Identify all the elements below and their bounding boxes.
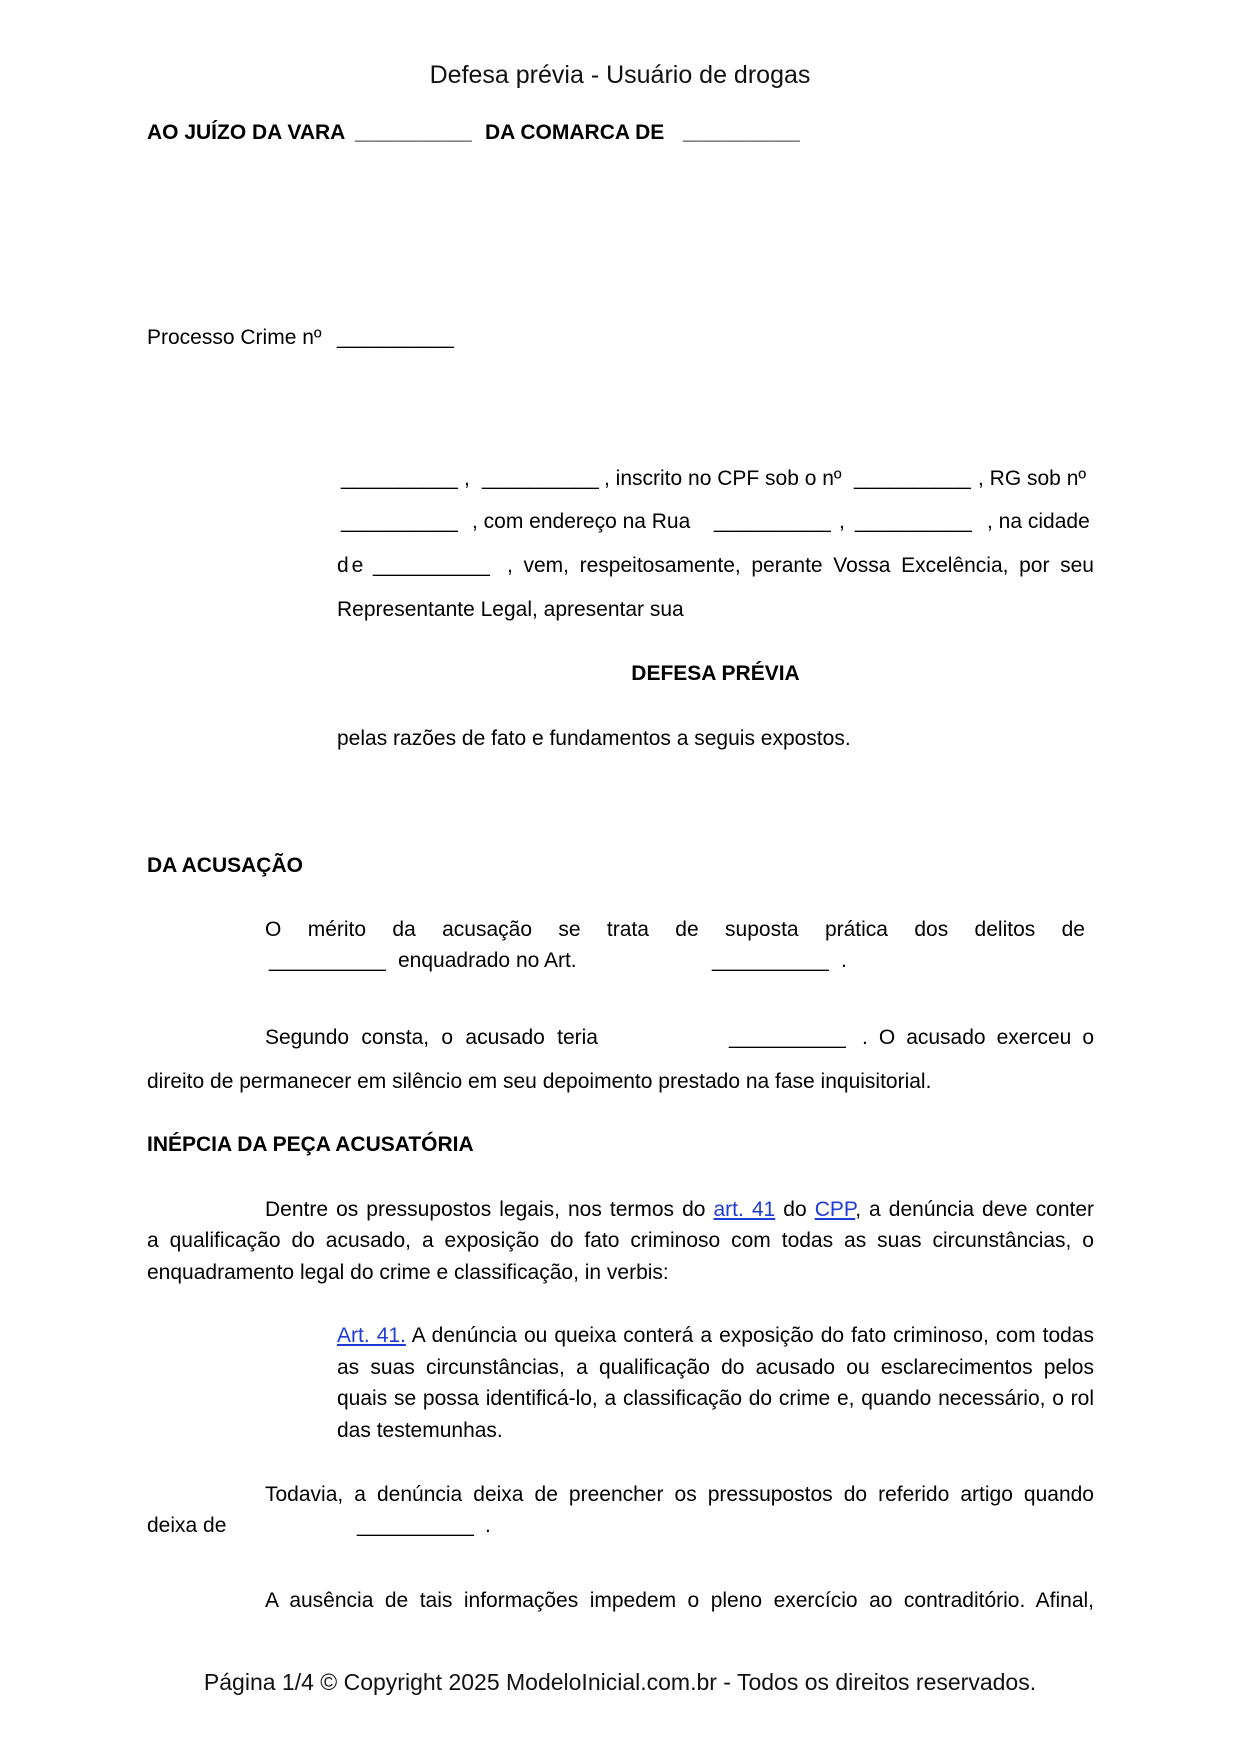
qualification-separator: , (839, 510, 845, 533)
quote-line (337, 1322, 1094, 1350)
qualification-blank: __________ (482, 467, 599, 490)
qualification-address-text: , com endereço na Rua (472, 510, 691, 533)
inepcia-paragraph-2-line-1: Todavia, a denúncia deixa de preencher os pressupostos do referido artigo quando (265, 1483, 1094, 1506)
inepcia-blank: __________ (357, 1514, 474, 1537)
cpp-link[interactable]: CPP (814, 1198, 856, 1221)
petition-title: DEFESA PRÉVIA (631, 662, 800, 685)
qualification-separator: , (464, 467, 470, 490)
process-number-blank: __________ (337, 326, 454, 349)
quote-line: das testemunhas. (337, 1419, 503, 1442)
petition-closing: pelas razões de fato e fundamentos a seguis expostos. (337, 727, 851, 750)
qualification-request-text: , vem, respeitosamente, perante Vossa Excelência, por seu (507, 554, 1094, 577)
qualification-final-text: Representante Legal, apresentar sua (337, 598, 684, 621)
inepcia-paragraph-2-text: deixa de (147, 1514, 227, 1537)
accusation-blank: __________ (712, 949, 829, 972)
inepcia-text: Dentre os pressupostos legais, nos termos do (265, 1198, 706, 1221)
addressee-court-label: AO JUÍZO DA VARA (147, 121, 346, 144)
qualification-rg-text: , RG sob nº (978, 467, 1087, 490)
inepcia-paragraph-1-line-1 (265, 1196, 1094, 1224)
document-title: Defesa prévia - Usuário de drogas (429, 61, 811, 89)
qualification-blank: __________ (341, 467, 458, 490)
page-footer: Página 1/4 © Copyright 2025 ModeloInicial.com.br - Todos os direitos reservados. (203, 1669, 1037, 1695)
section-heading: DA ACUSAÇÃO (147, 854, 303, 877)
quote-line: quais se possa identificá-lo, a classificação do crime e, quando necessário, o rol (337, 1387, 1094, 1410)
qualification-de-text: de (337, 554, 367, 577)
qualification-cpf-text: , inscrito no CPF sob o nº (604, 467, 842, 490)
accusation-period: . (841, 949, 847, 972)
quote-line: as suas circunstâncias, a qualificação do acusado ou esclarecimentos pelos (337, 1356, 1094, 1379)
quote-text: A denúncia ou queixa conterá a exposição do fato criminoso, com todas (411, 1324, 1094, 1347)
qualification-blank: __________ (714, 510, 831, 533)
accusation-blank: __________ (729, 1026, 846, 1049)
inepcia-paragraph-3-line-1: A ausência de tais informações impedem o pleno exercício ao contraditório. Afinal, (265, 1589, 1094, 1612)
accusation-article-text: enquadrado no Art. (398, 949, 577, 972)
section-heading: INÉPCIA DA PEÇA ACUSATÓRIA (147, 1133, 474, 1156)
inepcia-paragraph-1-line-3: enquadramento legal do crime e classificação, in verbis: (147, 1261, 669, 1284)
inepcia-text: do (783, 1198, 807, 1221)
accusation-blank: __________ (269, 949, 386, 972)
inepcia-paragraph-1-line-2: a qualificação do acusado, a exposição do fato criminoso com todas as suas circunstâncias, o (147, 1229, 1094, 1252)
qualification-blank: __________ (854, 467, 971, 490)
process-label: Processo Crime nº (147, 326, 322, 349)
qualification-blank: __________ (855, 510, 972, 533)
accusation-paragraph-2-text-b: . O acusado exerceu o (862, 1026, 1094, 1049)
accusation-paragraph-1-line-1: O mérito da acusação se trata de suposta prática dos delitos de (265, 918, 1085, 941)
addressee-court-blank: __________ (355, 121, 472, 144)
qualification-blank: __________ (373, 554, 490, 577)
qualification-city-text: , na cidade (987, 510, 1090, 533)
art-41-link[interactable]: art. 41 (713, 1198, 776, 1221)
accusation-paragraph-2-text-a: Segundo consta, o acusado teria (265, 1026, 598, 1049)
inepcia-period: . (485, 1514, 491, 1537)
addressee-district-label: DA COMARCA DE (485, 121, 665, 144)
quote-art-41-link[interactable]: Art. 41. (337, 1324, 406, 1347)
addressee-district-blank: __________ (683, 121, 800, 144)
inepcia-text: , a denúncia deve conter (855, 1198, 1094, 1221)
qualification-blank: __________ (341, 510, 458, 533)
accusation-paragraph-2-line-2: direito de permanecer em silêncio em seu depoimento prestado na fase inquisitorial. (147, 1070, 932, 1093)
